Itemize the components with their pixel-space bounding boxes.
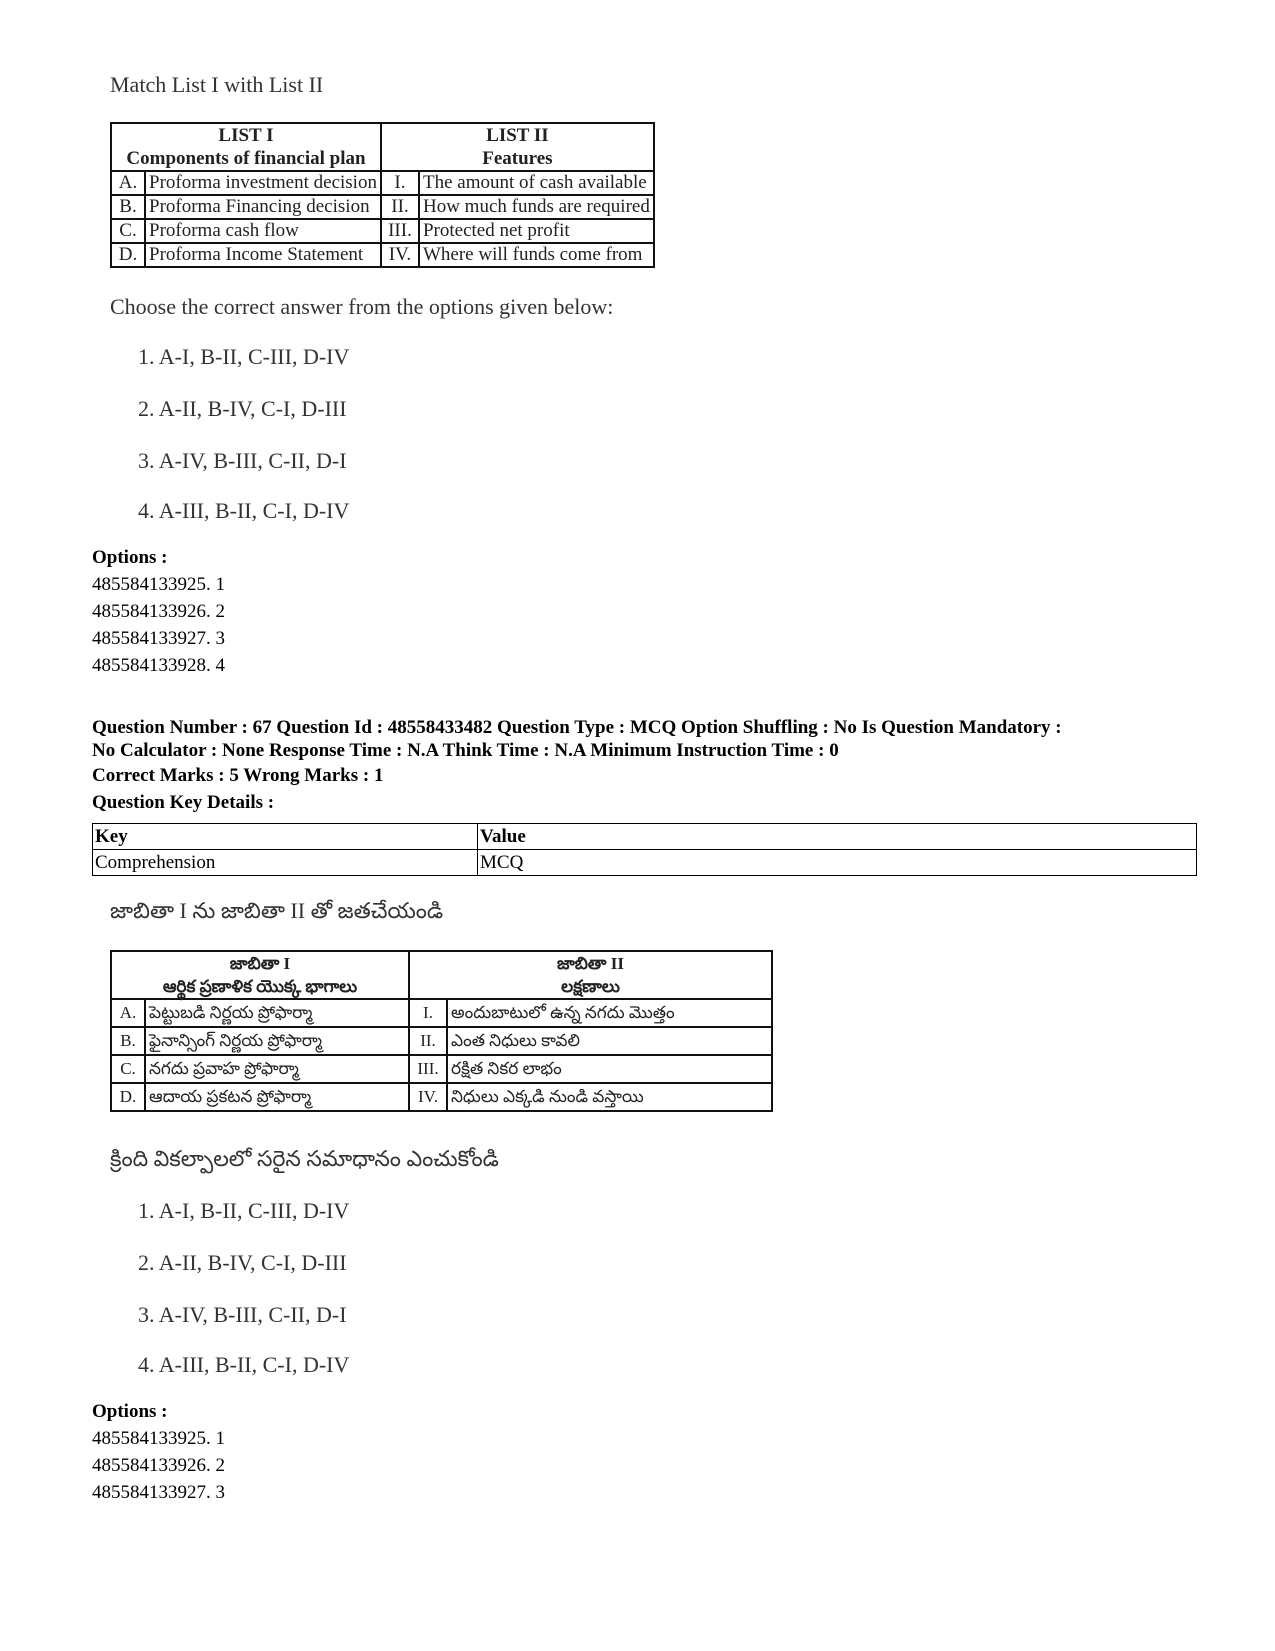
options-label: Options : xyxy=(92,547,168,568)
match-row: A. Proforma investment decision I. The amount of cash available xyxy=(111,171,654,195)
choice-1: 1. A-I, B-II, C-III, D-IV xyxy=(138,344,350,369)
match-table xyxy=(110,122,655,268)
match-row: C. Proforma cash flow III. Protected net profit xyxy=(111,219,654,243)
marks-line: Correct Marks : 5 Wrong Marks : 1 xyxy=(92,765,384,786)
list1-header xyxy=(111,123,381,171)
match-row: B. Proforma Financing decision II. How much funds are required xyxy=(111,195,654,219)
options-label: Options : xyxy=(92,1401,168,1422)
key-cell: Comprehension xyxy=(93,850,478,876)
choice-3: 3. A-IV, B-III, C-II, D-I xyxy=(138,448,347,473)
table-row xyxy=(93,850,1197,876)
value-header: Value xyxy=(478,824,1197,850)
option-id: 485584133927. 3 xyxy=(92,628,225,649)
match-row: A. పెట్టుబడి నిర్ణయ ప్రోఫార్మా I. అందుబాటులో ఉన్న నగదు మొత్తం xyxy=(111,999,772,1027)
table-header-row xyxy=(93,824,1197,850)
choose-instruction-te: క్రింది వికల్పాలలో సరైన సమాధానం ఎంచుకోండి xyxy=(110,1146,499,1171)
choice-1: 1. A-I, B-II, C-III, D-IV xyxy=(138,1198,350,1223)
option-id: 485584133926. 2 xyxy=(92,601,225,622)
option-id: 485584133925. 1 xyxy=(92,574,225,595)
question-meta-line2: No Calculator : None Response Time : N.A Think Time : N.A Minimum Instruction Time : 0 xyxy=(92,740,839,761)
key-header: Key xyxy=(93,824,478,850)
value-cell: MCQ xyxy=(478,850,1197,876)
options-section-67 xyxy=(92,1398,225,1506)
match-instruction: Match List I with List II xyxy=(110,72,324,97)
match-instruction-te: జాబితా I ను జాబితా II తో జతచేయండి xyxy=(110,898,444,923)
list1-title: LIST I xyxy=(218,125,274,146)
list1-subtitle: Components of financial plan xyxy=(126,148,366,169)
match-table-te xyxy=(110,950,773,1112)
list2-title: LIST II xyxy=(486,125,549,146)
list2-header xyxy=(381,123,654,171)
list2-subtitle: లక్షణాలు xyxy=(561,977,620,996)
option-id: 485584133925. 1 xyxy=(92,1428,225,1449)
list2-title: జాబితా II xyxy=(557,954,624,973)
key-details-table xyxy=(92,823,1197,876)
match-row: D. ఆదాయ ప్రకటన ప్రోఫార్మా IV. నిధులు ఎక్కడి నుండి వస్తాయి xyxy=(111,1083,772,1111)
choice-3: 3. A-IV, B-III, C-II, D-I xyxy=(138,1302,347,1327)
question-meta-line1: Question Number : 67 Question Id : 48558433482 Question Type : MCQ Option Shuffling : No Is Question Mandatory : xyxy=(92,717,1062,738)
choice-2: 2. A-II, B-IV, C-I, D-III xyxy=(138,396,347,421)
list2-header-te xyxy=(409,951,772,999)
list1-header-te xyxy=(111,951,409,999)
match-row: B. ఫైనాన్సింగ్ నిర్ణయ ప్రోఫార్మా II. ఎంత నిధులు కావలి xyxy=(111,1027,772,1055)
choice-4: 4. A-III, B-II, C-I, D-IV xyxy=(138,1352,350,1377)
key-details-label: Question Key Details : xyxy=(92,792,275,813)
choose-instruction: Choose the correct answer from the options given below: xyxy=(110,294,614,319)
option-id: 485584133926. 2 xyxy=(92,1455,225,1476)
option-id: 485584133927. 3 xyxy=(92,1482,225,1503)
choice-2: 2. A-II, B-IV, C-I, D-III xyxy=(138,1250,347,1275)
list1-title: జాబితా I xyxy=(229,954,291,973)
match-row: C. నగదు ప్రవాహ ప్రోఫార్మా III. రక్షిత నికర లాభం xyxy=(111,1055,772,1083)
question-67-meta xyxy=(92,716,1212,816)
option-id: 485584133928. 4 xyxy=(92,655,225,676)
match-row: D. Proforma Income Statement IV. Where will funds come from xyxy=(111,243,654,267)
options-section-66 xyxy=(92,544,225,679)
list1-subtitle: ఆర్థిక ప్రణాళిక యొక్క భాగాలు xyxy=(162,977,358,996)
list2-subtitle: Features xyxy=(482,148,553,169)
choice-4: 4. A-III, B-II, C-I, D-IV xyxy=(138,498,350,523)
